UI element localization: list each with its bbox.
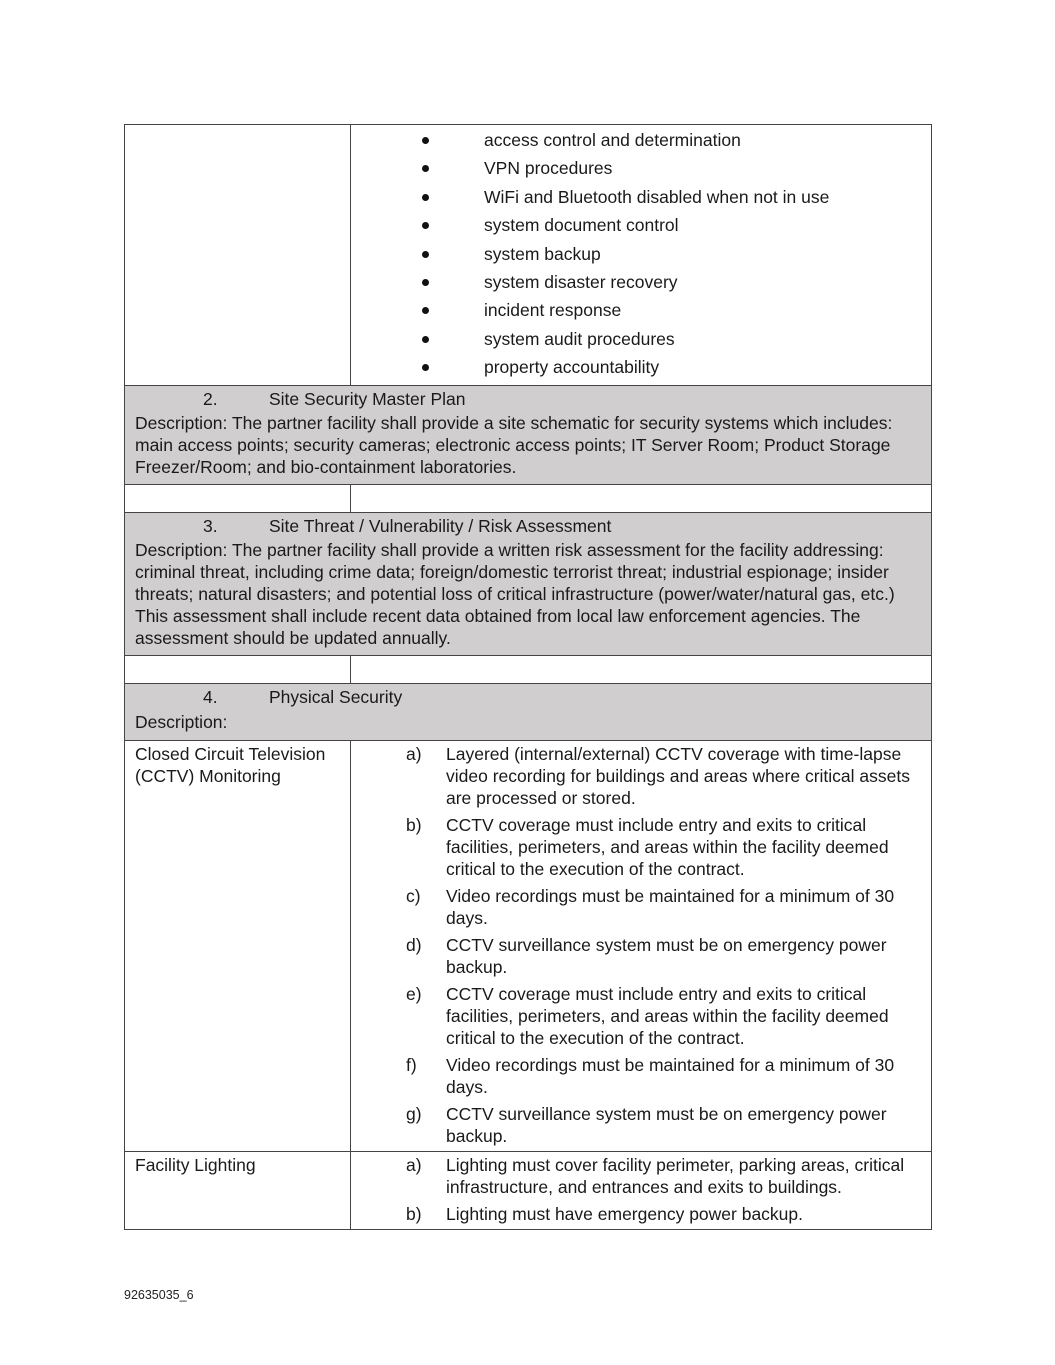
section-heading (135, 684, 921, 710)
item-text: Lighting must cover facility perimeter, parking areas, critical infrastructure, and entrances and exits to buildings. (446, 1154, 905, 1197)
item-marker: a) (406, 1154, 422, 1175)
item-text: Layered (internal/external) CCTV coverage with time-lapse video recording for buildings and areas where critical assets are processed or stored. (446, 743, 910, 808)
item-marker: g) (406, 1103, 422, 1124)
item-text: CCTV coverage must include entry and exits to critical facilities, perimeters, and areas within the facility deemed critical to the execution of the contract. (446, 983, 889, 1048)
section-cell (125, 512, 932, 655)
requirement-label: Closed Circuit Television (CCTV) Monitoring (125, 740, 351, 1151)
item-marker: f) (406, 1054, 417, 1075)
list-item (351, 934, 921, 978)
item-text: Lighting must have emergency power backup. (446, 1203, 804, 1224)
list-item (351, 1154, 921, 1198)
list-item (351, 184, 931, 212)
item-text: Video recordings must be maintained for a minimum of 30 days. (446, 885, 895, 928)
bullet-text: WiFi and Bluetooth disabled when not in use (484, 186, 830, 207)
bullet-text: system disaster recovery (484, 271, 678, 292)
list-item (351, 814, 921, 880)
spacer-row (125, 484, 932, 512)
section-cell (125, 385, 932, 484)
item-marker: e) (406, 983, 422, 1004)
list-item (351, 885, 921, 929)
section-title: Site Threat / Vulnerability / Risk Assessment (269, 515, 612, 536)
bullet-cell (351, 125, 932, 386)
list-item (351, 269, 931, 297)
section-description: Description: (135, 711, 228, 732)
bullet-icon (422, 336, 429, 343)
empty-cell (125, 484, 351, 512)
item-text: Video recordings must be maintained for a minimum of 30 days. (446, 1054, 895, 1097)
item-marker: a) (406, 743, 422, 764)
section-heading (135, 513, 921, 539)
bullet-list (351, 125, 931, 385)
empty-cell (351, 655, 932, 683)
bullet-text: incident response (484, 300, 622, 321)
section-title: Physical Security (269, 686, 403, 707)
document-id-footer: 92635035_6 (124, 1288, 194, 1302)
item-marker: c) (406, 885, 421, 906)
bullet-icon (422, 194, 429, 201)
table-row (125, 125, 932, 386)
section-number: 4. (203, 686, 218, 707)
section-header-row (125, 683, 932, 740)
spacer-row (125, 655, 932, 683)
list-item (351, 326, 931, 354)
requirement-items-cell (351, 1151, 932, 1229)
bullet-icon (422, 137, 429, 144)
bullet-icon (422, 165, 429, 172)
list-item (351, 983, 921, 1049)
bullet-icon (422, 279, 429, 286)
empty-cell (125, 655, 351, 683)
item-text: CCTV surveillance system must be on emergency power backup. (446, 934, 887, 977)
bullet-text: access control and determination (484, 130, 741, 150)
requirement-label: Facility Lighting (125, 1151, 351, 1229)
list-item (351, 354, 931, 382)
bullet-icon (422, 251, 429, 258)
section-title: Site Security Master Plan (269, 388, 466, 409)
section-description: Description: The partner facility shall provide a written risk assessment for the facility addressing: criminal threat, including crime data; foreign/domestic terrorist threat; industrial espionage; insider threats; natural disasters; and potential loss of critical infrastructure (power/water/natural gas, etc.) This assessment shall include recent data obtained from local law enforcement agencies. The assessment should be updated annually. (135, 539, 895, 648)
list-item (351, 212, 931, 240)
bullet-icon (422, 307, 429, 314)
list-item (351, 241, 931, 269)
empty-cell (351, 484, 932, 512)
list-item (351, 297, 931, 325)
item-text: CCTV surveillance system must be on emergency power backup. (446, 1103, 887, 1146)
bullet-text: VPN procedures (484, 158, 613, 179)
requirement-list (351, 1154, 921, 1225)
section-header-row (125, 385, 932, 484)
bullet-text: system document control (484, 215, 679, 236)
bullet-text: property accountability (484, 357, 660, 378)
bullet-text: system audit procedures (484, 328, 675, 349)
table-row (125, 740, 932, 1151)
section-description: Description: The partner facility shall provide a site schematic for security systems which includes: main access points; security cameras; electronic access points; IT Server Room; Product Storage Freezer/Room; and bio-containment laboratories. (135, 412, 893, 477)
requirements-table (124, 124, 932, 1230)
requirement-list (351, 743, 921, 1147)
section-number: 3. (203, 515, 218, 536)
bullet-text: system backup (484, 243, 601, 264)
bullet-icon (422, 364, 429, 371)
empty-cell (125, 125, 351, 386)
list-item (351, 155, 931, 183)
item-marker: b) (406, 1203, 422, 1224)
list-item (351, 127, 931, 155)
list-item (351, 1054, 921, 1098)
bullet-icon (422, 222, 429, 229)
item-marker: d) (406, 934, 422, 955)
section-cell (125, 683, 932, 740)
section-heading (135, 386, 921, 412)
item-marker: b) (406, 814, 422, 835)
table-row (125, 1151, 932, 1229)
section-number: 2. (203, 388, 218, 409)
list-item (351, 1203, 921, 1225)
list-item (351, 1103, 921, 1147)
list-item (351, 743, 921, 809)
section-header-row (125, 512, 932, 655)
item-text: CCTV coverage must include entry and exits to critical facilities, perimeters, and areas within the facility deemed critical to the execution of the contract. (446, 814, 889, 879)
requirement-items-cell (351, 740, 932, 1151)
